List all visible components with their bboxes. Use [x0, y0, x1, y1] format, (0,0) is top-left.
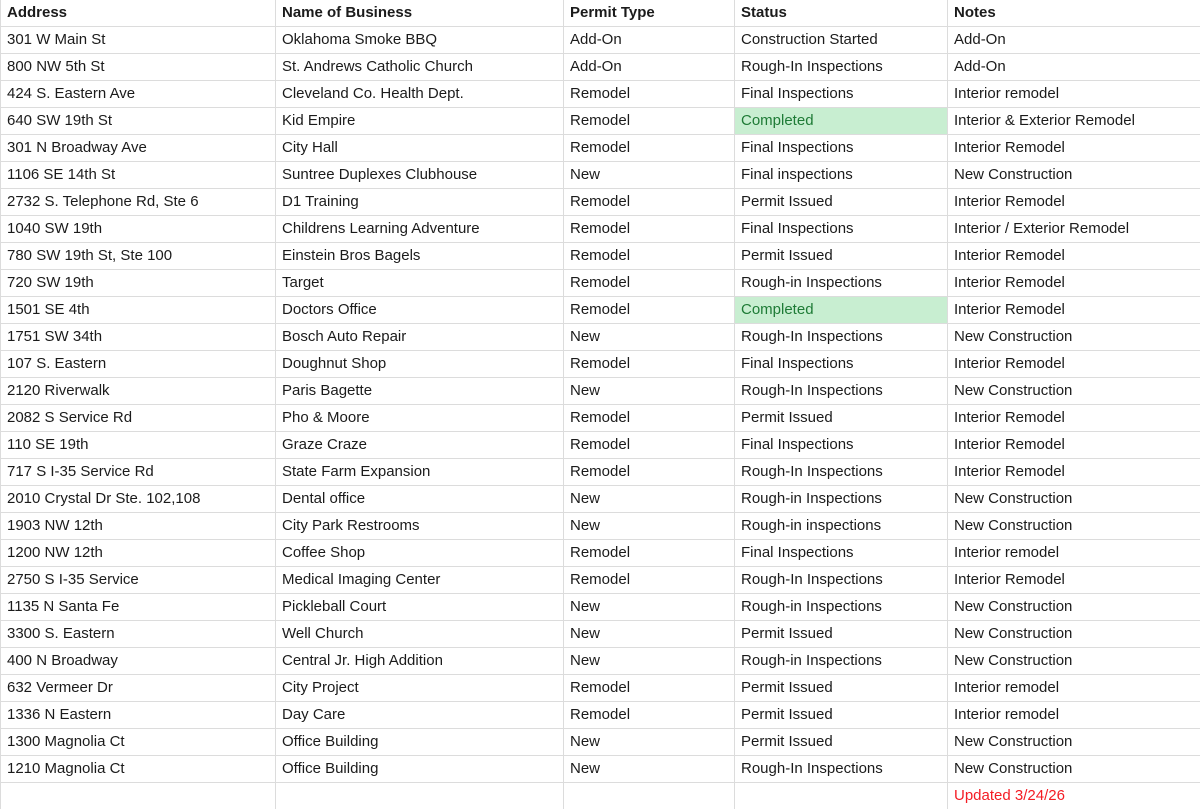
- cell-notes[interactable]: Interior Remodel: [948, 189, 1200, 216]
- cell-status[interactable]: Permit Issued: [735, 243, 948, 270]
- cell-notes[interactable]: New Construction: [948, 648, 1200, 675]
- cell-address[interactable]: 1300 Magnolia Ct: [1, 729, 276, 756]
- table-row: [1, 513, 1200, 540]
- cell-address[interactable]: 1135 N Santa Fe: [1, 594, 276, 621]
- cell-permit[interactable]: Remodel: [564, 135, 735, 162]
- table-row: [1, 108, 1200, 135]
- cell-status[interactable]: Rough-in Inspections: [735, 648, 948, 675]
- table-row: [1, 297, 1200, 324]
- table-row: [1, 540, 1200, 567]
- cell-address[interactable]: 424 S. Eastern Ave: [1, 81, 276, 108]
- table-row: [1, 162, 1200, 189]
- cell-business[interactable]: Day Care: [276, 702, 564, 729]
- table-row: [1, 702, 1200, 729]
- cell-address[interactable]: 632 Vermeer Dr: [1, 675, 276, 702]
- cell-address[interactable]: 640 SW 19th St: [1, 108, 276, 135]
- cell-notes[interactable]: Interior Remodel: [948, 567, 1200, 594]
- table-row: [1, 27, 1200, 54]
- cell-permit[interactable]: Add-On: [564, 54, 735, 81]
- cell-status[interactable]: Permit Issued: [735, 675, 948, 702]
- cell-business[interactable]: Oklahoma Smoke BBQ: [276, 27, 564, 54]
- cell-address[interactable]: 301 W Main St: [1, 27, 276, 54]
- cell-status[interactable]: Rough-In Inspections: [735, 459, 948, 486]
- cell-status[interactable]: Permit Issued: [735, 189, 948, 216]
- cell-address[interactable]: 2010 Crystal Dr Ste. 102,108: [1, 486, 276, 513]
- cell-status[interactable]: Final Inspections: [735, 216, 948, 243]
- table-body: [1, 27, 1200, 809]
- table-row: [1, 648, 1200, 675]
- header-cell-address[interactable]: Address: [1, 0, 276, 27]
- cell-address[interactable]: 2082 S Service Rd: [1, 405, 276, 432]
- cell-address[interactable]: 800 NW 5th St: [1, 54, 276, 81]
- cell-permit[interactable]: Remodel: [564, 270, 735, 297]
- table-row: [1, 729, 1200, 756]
- cell-notes[interactable]: Interior remodel: [948, 540, 1200, 567]
- cell-business[interactable]: Bosch Auto Repair: [276, 324, 564, 351]
- cell-status[interactable]: Rough-In Inspections: [735, 54, 948, 81]
- cell-address[interactable]: 2750 S I-35 Service: [1, 567, 276, 594]
- header-cell-permit[interactable]: Permit Type: [564, 0, 735, 27]
- table-row: [1, 324, 1200, 351]
- cell-status[interactable]: Permit Issued: [735, 729, 948, 756]
- cell-notes[interactable]: New Construction: [948, 486, 1200, 513]
- cell-notes[interactable]: New Construction: [948, 621, 1200, 648]
- cell-notes[interactable]: Add-On: [948, 54, 1200, 81]
- cell-business[interactable]: Medical Imaging Center: [276, 567, 564, 594]
- cell-permit[interactable]: Remodel: [564, 81, 735, 108]
- cell-business[interactable]: City Park Restrooms: [276, 513, 564, 540]
- cell-notes[interactable]: New Construction: [948, 756, 1200, 783]
- cell-business[interactable]: State Farm Expansion: [276, 459, 564, 486]
- cell-address[interactable]: 717 S I-35 Service Rd: [1, 459, 276, 486]
- cell-address[interactable]: 400 N Broadway: [1, 648, 276, 675]
- cell-permit[interactable]: New: [564, 486, 735, 513]
- cell-address[interactable]: 2120 Riverwalk: [1, 378, 276, 405]
- cell-status[interactable]: Rough-In Inspections: [735, 324, 948, 351]
- cell-permit[interactable]: [564, 783, 735, 809]
- cell-permit[interactable]: Remodel: [564, 567, 735, 594]
- table-row: [1, 783, 1200, 809]
- cell-notes[interactable]: Interior remodel: [948, 81, 1200, 108]
- cell-notes[interactable]: New Construction: [948, 162, 1200, 189]
- cell-notes[interactable]: Interior Remodel: [948, 135, 1200, 162]
- cell-status[interactable]: Permit Issued: [735, 621, 948, 648]
- cell-permit[interactable]: Remodel: [564, 702, 735, 729]
- cell-permit[interactable]: Add-On: [564, 27, 735, 54]
- cell-business[interactable]: St. Andrews Catholic Church: [276, 54, 564, 81]
- cell-business[interactable]: Doctors Office: [276, 297, 564, 324]
- cell-permit[interactable]: Remodel: [564, 675, 735, 702]
- cell-permit[interactable]: New: [564, 621, 735, 648]
- cell-notes[interactable]: Interior Remodel: [948, 270, 1200, 297]
- cell-business[interactable]: Dental office: [276, 486, 564, 513]
- cell-business[interactable]: Coffee Shop: [276, 540, 564, 567]
- cell-address[interactable]: 1336 N Eastern: [1, 702, 276, 729]
- cell-notes[interactable]: Interior Remodel: [948, 297, 1200, 324]
- cell-business[interactable]: City Hall: [276, 135, 564, 162]
- table-row: [1, 135, 1200, 162]
- cell-notes[interactable]: New Construction: [948, 594, 1200, 621]
- table-row: [1, 459, 1200, 486]
- cell-business[interactable]: Central Jr. High Addition: [276, 648, 564, 675]
- cell-business[interactable]: Doughnut Shop: [276, 351, 564, 378]
- table-row: [1, 351, 1200, 378]
- cell-business[interactable]: Kid Empire: [276, 108, 564, 135]
- cell-permit[interactable]: Remodel: [564, 405, 735, 432]
- cell-address[interactable]: 1106 SE 14th St: [1, 162, 276, 189]
- cell-address[interactable]: 107 S. Eastern: [1, 351, 276, 378]
- cell-status[interactable]: Final Inspections: [735, 351, 948, 378]
- table-row: [1, 54, 1200, 81]
- cell-address[interactable]: 110 SE 19th: [1, 432, 276, 459]
- cell-status[interactable]: Completed: [735, 108, 948, 135]
- cell-status[interactable]: Rough-in Inspections: [735, 270, 948, 297]
- cell-address[interactable]: 1501 SE 4th: [1, 297, 276, 324]
- cell-notes[interactable]: Interior remodel: [948, 675, 1200, 702]
- cell-address[interactable]: 2732 S. Telephone Rd, Ste 6: [1, 189, 276, 216]
- cell-status[interactable]: Permit Issued: [735, 405, 948, 432]
- cell-notes[interactable]: New Construction: [948, 513, 1200, 540]
- table-row: [1, 756, 1200, 783]
- cell-permit[interactable]: Remodel: [564, 297, 735, 324]
- cell-status[interactable]: Final Inspections: [735, 540, 948, 567]
- cell-business[interactable]: City Project: [276, 675, 564, 702]
- cell-permit[interactable]: Remodel: [564, 351, 735, 378]
- cell-notes[interactable]: Interior Remodel: [948, 351, 1200, 378]
- cell-permit[interactable]: New: [564, 729, 735, 756]
- cell-notes[interactable]: Interior Remodel: [948, 243, 1200, 270]
- cell-permit[interactable]: New: [564, 324, 735, 351]
- table-row: [1, 189, 1200, 216]
- cell-permit[interactable]: New: [564, 513, 735, 540]
- cell-permit[interactable]: New: [564, 648, 735, 675]
- cell-notes[interactable]: New Construction: [948, 378, 1200, 405]
- cell-address[interactable]: 1200 NW 12th: [1, 540, 276, 567]
- header-cell-notes[interactable]: Notes: [948, 0, 1200, 27]
- cell-permit[interactable]: Remodel: [564, 459, 735, 486]
- cell-status[interactable]: Completed: [735, 297, 948, 324]
- table-row: [1, 486, 1200, 513]
- table-row: [1, 432, 1200, 459]
- cell-business[interactable]: Paris Bagette: [276, 378, 564, 405]
- cell-notes[interactable]: Interior remodel: [948, 702, 1200, 729]
- table-row: [1, 405, 1200, 432]
- cell-address[interactable]: 1040 SW 19th: [1, 216, 276, 243]
- cell-business[interactable]: D1 Training: [276, 189, 564, 216]
- cell-status[interactable]: Rough-In Inspections: [735, 378, 948, 405]
- cell-notes[interactable]: Add-On: [948, 27, 1200, 54]
- cell-status[interactable]: Permit Issued: [735, 702, 948, 729]
- cell-business[interactable]: Target: [276, 270, 564, 297]
- cell-notes[interactable]: Interior Remodel: [948, 405, 1200, 432]
- table-row: [1, 243, 1200, 270]
- cell-notes[interactable]: Interior Remodel: [948, 432, 1200, 459]
- cell-status[interactable]: Rough-In Inspections: [735, 567, 948, 594]
- cell-status[interactable]: [735, 783, 948, 809]
- cell-status[interactable]: Final Inspections: [735, 135, 948, 162]
- cell-status[interactable]: Rough-in Inspections: [735, 594, 948, 621]
- table-row: [1, 675, 1200, 702]
- cell-business[interactable]: Office Building: [276, 756, 564, 783]
- table-row: [1, 81, 1200, 108]
- cell-address[interactable]: 3300 S. Eastern: [1, 621, 276, 648]
- cell-notes[interactable]: Interior & Exterior Remodel: [948, 108, 1200, 135]
- cell-permit[interactable]: Remodel: [564, 432, 735, 459]
- cell-status[interactable]: Construction Started: [735, 27, 948, 54]
- cell-address[interactable]: 1903 NW 12th: [1, 513, 276, 540]
- cell-address[interactable]: 301 N Broadway Ave: [1, 135, 276, 162]
- cell-status[interactable]: Rough-in Inspections: [735, 486, 948, 513]
- cell-notes[interactable]: New Construction: [948, 729, 1200, 756]
- cell-business[interactable]: Cleveland Co. Health Dept.: [276, 81, 564, 108]
- cell-permit[interactable]: New: [564, 378, 735, 405]
- cell-status[interactable]: Rough-In Inspections: [735, 756, 948, 783]
- cell-business[interactable]: Suntree Duplexes Clubhouse: [276, 162, 564, 189]
- cell-status[interactable]: Rough-in inspections: [735, 513, 948, 540]
- cell-business[interactable]: Pho & Moore: [276, 405, 564, 432]
- cell-address[interactable]: 780 SW 19th St, Ste 100: [1, 243, 276, 270]
- table-row: [1, 567, 1200, 594]
- table-row: [1, 594, 1200, 621]
- table-row: [1, 378, 1200, 405]
- header-cell-business[interactable]: Name of Business: [276, 0, 564, 27]
- cell-permit[interactable]: Remodel: [564, 540, 735, 567]
- cell-permit[interactable]: Remodel: [564, 108, 735, 135]
- table-row: [1, 621, 1200, 648]
- cell-notes[interactable]: Interior Remodel: [948, 459, 1200, 486]
- cell-permit[interactable]: Remodel: [564, 189, 735, 216]
- cell-permit[interactable]: New: [564, 162, 735, 189]
- cell-business[interactable]: Well Church: [276, 621, 564, 648]
- cell-address[interactable]: 720 SW 19th: [1, 270, 276, 297]
- cell-status[interactable]: Final Inspections: [735, 81, 948, 108]
- cell-notes[interactable]: Interior / Exterior Remodel: [948, 216, 1200, 243]
- table-row: [1, 270, 1200, 297]
- cell-address[interactable]: 1751 SW 34th: [1, 324, 276, 351]
- cell-business[interactable]: Pickleball Court: [276, 594, 564, 621]
- cell-status[interactable]: Final inspections: [735, 162, 948, 189]
- cell-permit[interactable]: New: [564, 756, 735, 783]
- header-cell-status[interactable]: Status: [735, 0, 948, 27]
- cell-notes[interactable]: New Construction: [948, 324, 1200, 351]
- cell-business[interactable]: [276, 783, 564, 809]
- cell-address[interactable]: 1210 Magnolia Ct: [1, 756, 276, 783]
- cell-address[interactable]: [1, 783, 276, 809]
- cell-permit[interactable]: Remodel: [564, 216, 735, 243]
- cell-business[interactable]: Office Building: [276, 729, 564, 756]
- cell-permit[interactable]: New: [564, 594, 735, 621]
- cell-status[interactable]: Final Inspections: [735, 432, 948, 459]
- table-row: [1, 216, 1200, 243]
- cell-business[interactable]: Graze Craze: [276, 432, 564, 459]
- cell-business[interactable]: Childrens Learning Adventure: [276, 216, 564, 243]
- cell-business[interactable]: Einstein Bros Bagels: [276, 243, 564, 270]
- cell-notes[interactable]: Updated 3/24/26: [948, 783, 1200, 809]
- header-row: [1, 0, 1200, 27]
- cell-permit[interactable]: Remodel: [564, 243, 735, 270]
